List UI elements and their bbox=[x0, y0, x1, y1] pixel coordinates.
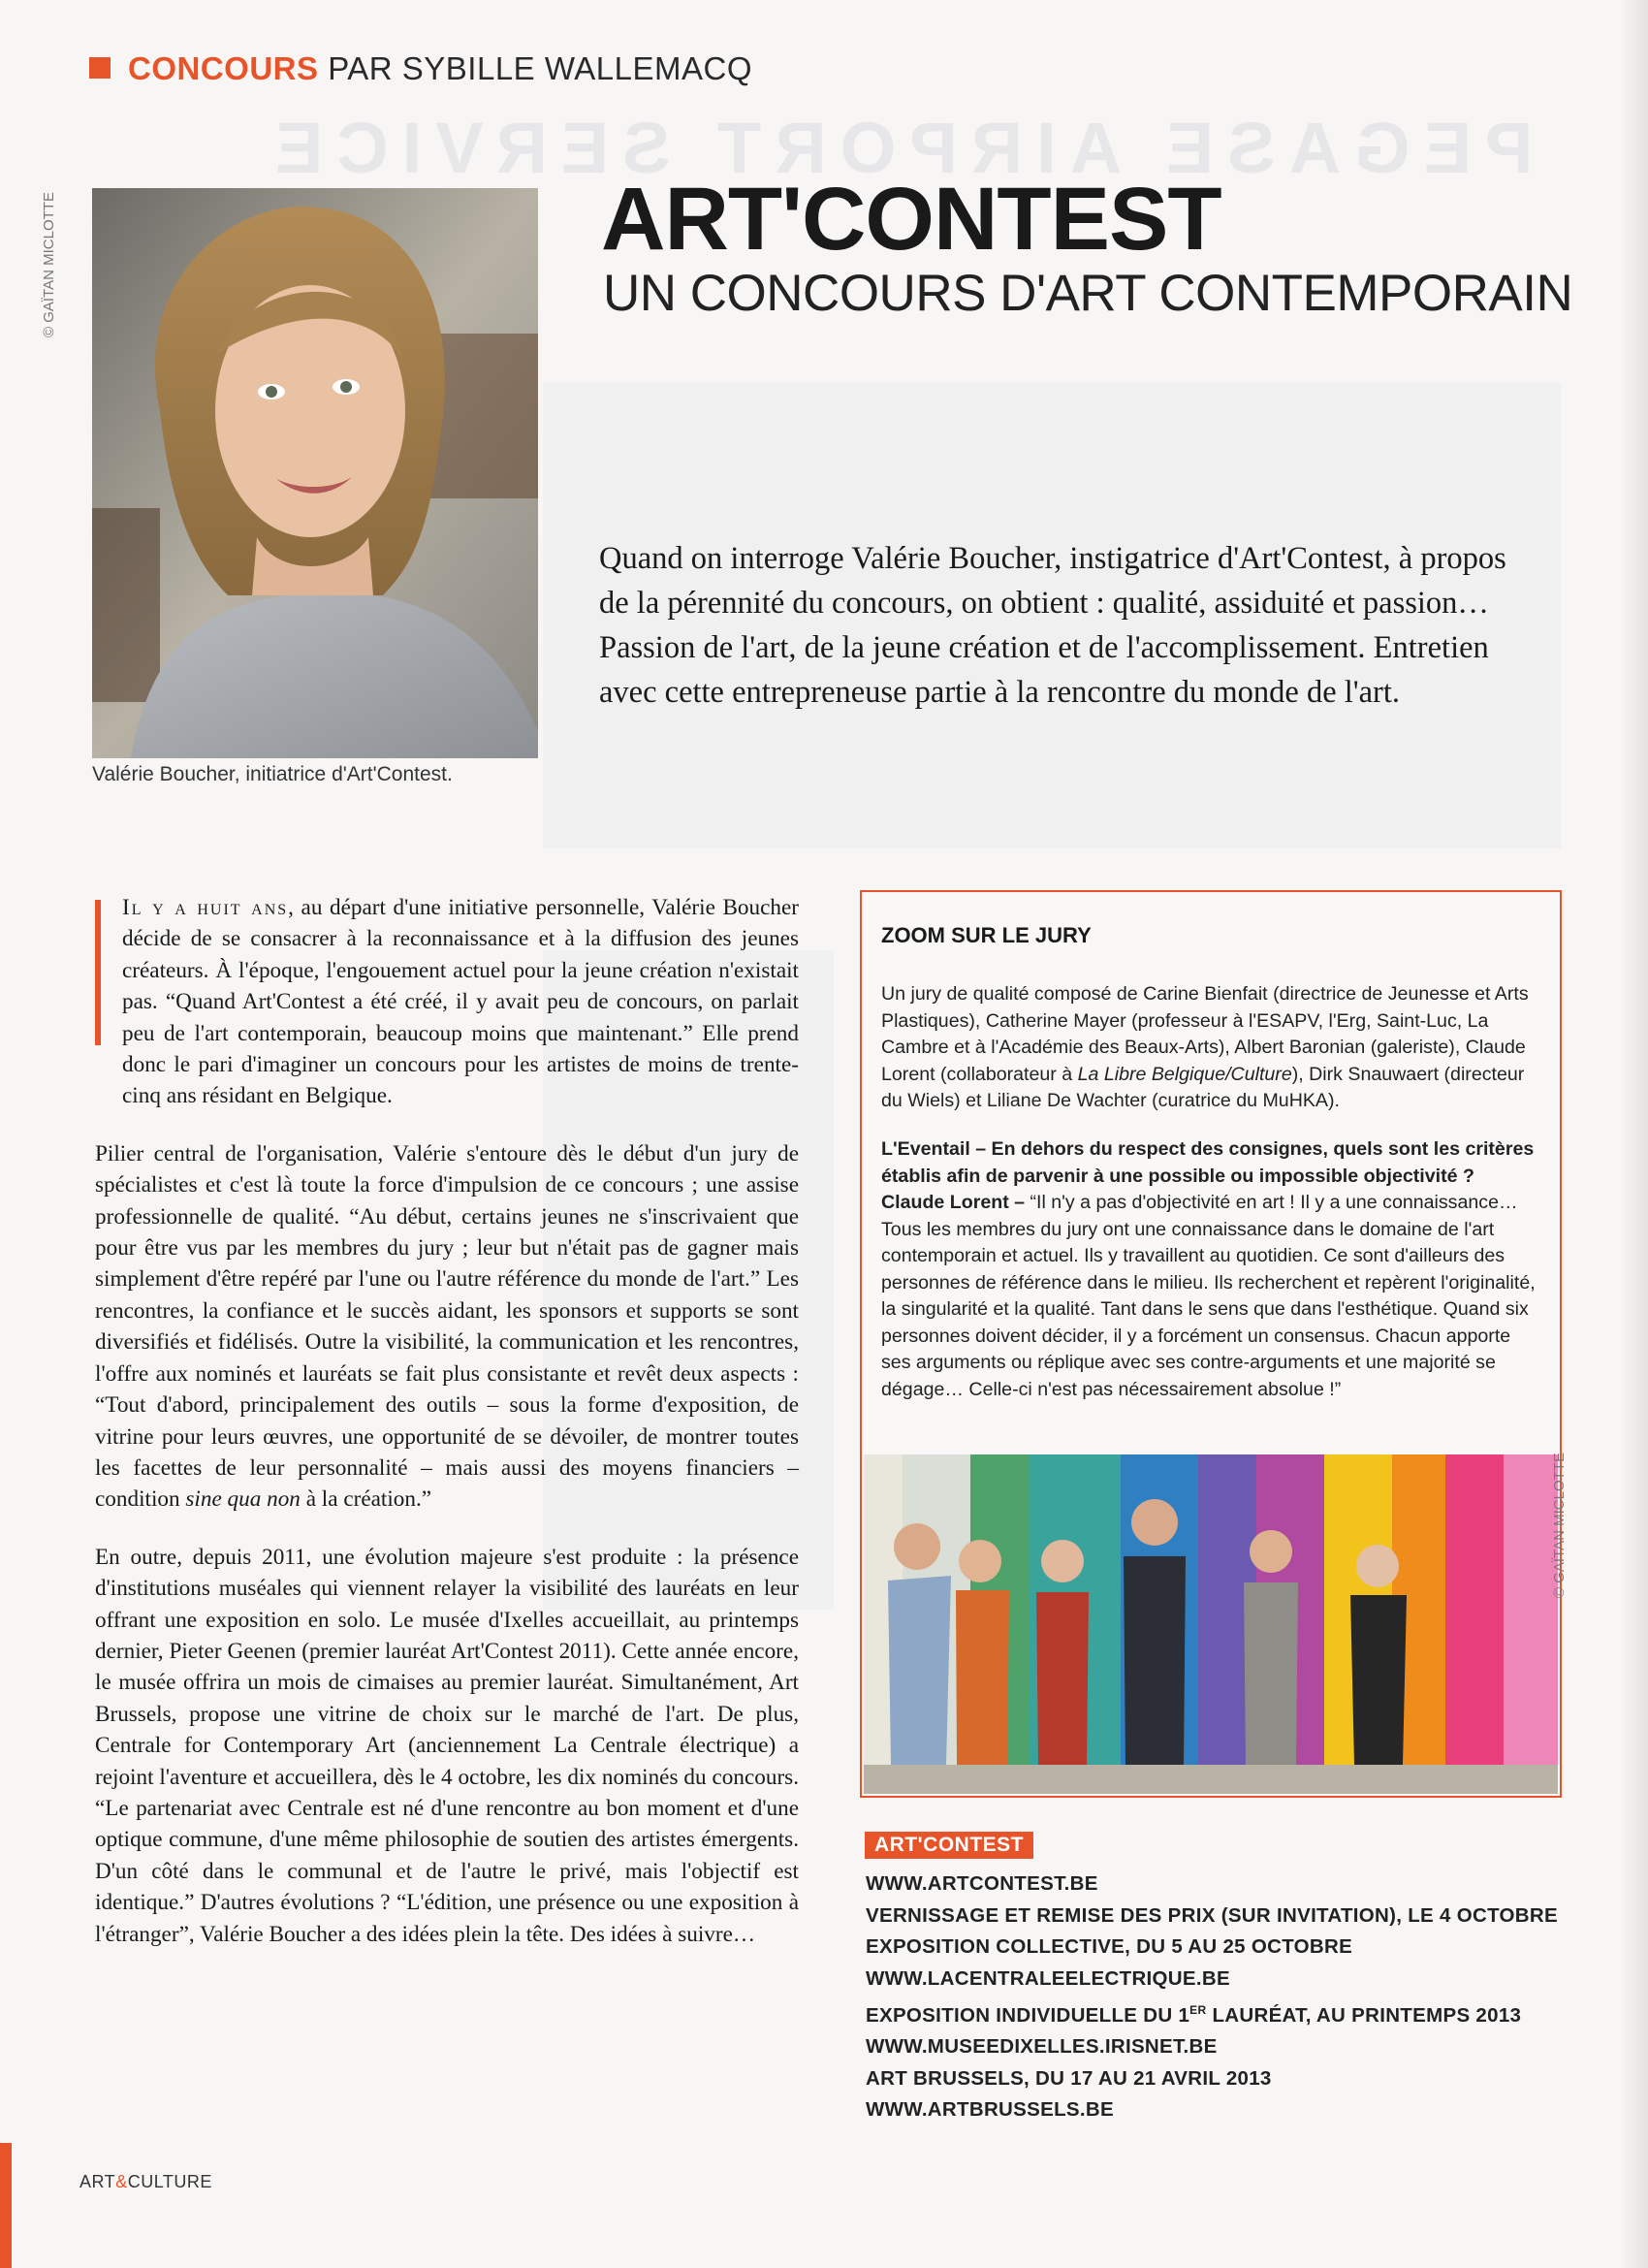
info-link: WWW.ARTCONTEST.BE bbox=[866, 1872, 1098, 1895]
paragraph-italic: sine qua non bbox=[185, 1486, 301, 1513]
bleed-through-text: PEGASE AIRPORT SERVICE bbox=[262, 108, 1534, 188]
interview-answer-text: “Il n'y a pas d'objectivité en art ! Il y a une connaissance… Tous les membres du jury ont une connaissance dans le domaine de l'art contemporain et actuel. Ils y travaillent au quotidien. Ce sont d'ailleurs des personnes de référence dans le milieu. Ils recherchent et repèrent l'originalité, la singularité et la qualité. Tant dans le sens que dans l'esthétique. Quand six personnes doivent décider, il y a forcément un consensus. Chacun apporte ses arguments ou réplique avec ses contre-arguments et une majorité se dégage… Celle-ci n'est pas nécessairement absolue !” bbox=[881, 1192, 1536, 1400]
paragraph-text: , au départ d'une initiative personnelle, Valérie Boucher décide de se consacrer à la reconnaissance et à la diffusion des jeunes créateurs. À l'époque, l'engouement actuel pour la jeune création n'existait pas. “Quand Art'Contest a été créé, il y avait peu de concours, on parlait peu de l'art contemporain, beaucoup moins que maintenant.” Elle prend donc le pari d'imaginer un concours pour les artistes de moins de trente-cinq ans résidant en Belgique. bbox=[122, 895, 799, 1109]
portrait-photo-credit: © GAÏTAN MICLOTTE bbox=[41, 192, 57, 337]
page-edge-bar bbox=[0, 2143, 12, 2268]
info-line: EXPOSITION COLLECTIVE, DU 5 AU 25 OCTOBRE bbox=[866, 1935, 1353, 1958]
info-link: WWW.MUSEEDIXELLES.IRISNET.BE bbox=[866, 2035, 1218, 2059]
info-superscript: ER bbox=[1189, 2003, 1207, 2017]
group-photo-credit: © GAÏTAN MICLOTTE bbox=[1551, 1453, 1568, 1598]
jury-sidebar-box bbox=[860, 890, 1562, 1798]
article-subtitle: UN CONCOURS D'ART CONTEMPORAIN bbox=[603, 265, 1573, 322]
page-gutter-shadow bbox=[1619, 0, 1648, 2268]
info-link: WWW.ARTBRUSSELS.BE bbox=[866, 2098, 1114, 2122]
article-intro: Quand on interroge Valérie Boucher, instigatrice d'Art'Contest, à propos de la pérennité du concours, on obtient : qualité, assiduité et passion… Passion de l'art, de la jeune création et de l'accomplissement. Entretien avec cette entrepreneuse partie à la rencontre du monde de l'art. bbox=[599, 541, 1506, 710]
info-link: WWW.LACENTRALEELECTRIQUE.BE bbox=[866, 1966, 1230, 1990]
section-marker-square bbox=[89, 57, 111, 79]
drop-cap-bar bbox=[95, 900, 101, 1045]
footer-text: CULTURE bbox=[127, 2172, 212, 2191]
info-lines bbox=[866, 1869, 1558, 2126]
jury-description bbox=[881, 981, 1540, 1115]
portrait-photo bbox=[92, 188, 538, 758]
paragraph-text: à la création.” bbox=[300, 1486, 432, 1513]
info-text: LAURÉAT, AU PRINTEMPS 2013 bbox=[1206, 2003, 1522, 2027]
interview-question: L'Eventail – En dehors du respect des consignes, quels sont les critères établis afin de parvenir à une possible ou impossible objectivité ? bbox=[881, 1138, 1535, 1187]
interview-answer bbox=[881, 1190, 1542, 1403]
jury-box-title: ZOOM SUR LE JURY bbox=[881, 923, 1092, 947]
lead-in: Il y a huit ans bbox=[122, 895, 289, 920]
info-line: ART BRUSSELS, DU 17 AU 21 AVRIL 2013 bbox=[866, 2066, 1272, 2090]
portrait-caption: Valérie Boucher, initiatrice d'Art'Contest. bbox=[92, 763, 453, 785]
article-body bbox=[95, 892, 799, 1976]
jury-text: ), Dirk Snauwaert (directeur du Wiels) et Liliane De Wachter (curatrice du MuHKA). bbox=[881, 1063, 1525, 1111]
section-header bbox=[89, 50, 752, 87]
footer-ampersand: & bbox=[115, 2172, 128, 2191]
jury-group-photo bbox=[864, 1454, 1558, 1794]
info-line bbox=[866, 1995, 1558, 2031]
section-name: CONCOURS bbox=[128, 50, 319, 86]
info-tag: ART'CONTEST bbox=[865, 1832, 1033, 1859]
jury-interview bbox=[881, 1136, 1542, 1403]
jury-text-italic: La Libre Belgique/Culture bbox=[1077, 1063, 1292, 1085]
footer-section-label bbox=[79, 2172, 212, 2192]
body-paragraph bbox=[95, 892, 799, 1112]
info-line: VERNISSAGE ET REMISE DES PRIX (SUR INVITATION), LE 4 OCTOBRE bbox=[866, 1903, 1558, 1927]
byline: PAR SYBILLE WALLEMACQ bbox=[328, 50, 752, 86]
info-text: EXPOSITION INDIVIDUELLE DU 1 bbox=[866, 2003, 1190, 2027]
jury-text: Un jury de qualité composé de Carine Bienfait (directrice de Jeunesse et Arts Plastiques), Catherine Mayer (professeur à l'ESAPV, l'Erg, Saint-Luc, La Cambre et à l'Académie des Beaux-Arts), Albert Baronian (galeriste), Claude Lorent (collaborateur à bbox=[881, 983, 1529, 1085]
paragraph-text: Pilier central de l'organisation, Valérie s'entoure dès le début d'un jury de spécialistes et c'est là toute la force d'impulsion de ce concours ; une assise professionnelle de qualité. “Au début, certains jeunes ne s'inscrivaient que pour être vus par les membres du jury ; leur but n'était pas de gagner mais simplement d'être repéré par l'une ou l'autre référence du monde de l'art.” Les rencontres, la confiance et le succès aidant, les sponsors et supports se sont diversifiés et fidélisés. Outre la visibilité, la communication et les rencontres, l'offre aux nominés et lauréats se fait plus consistante et revêt deux aspects : “Tout d'abord, principalement des outils – sous la forme d'exposition, de vitrine pour leurs œuvres, une opportunité de se dévoiler, de montrer toutes les facettes de leur personnalité – mais aussi des moyens financiers – condition bbox=[95, 1140, 799, 1513]
article-title: ART'CONTEST bbox=[601, 170, 1221, 269]
footer-text: ART bbox=[79, 2172, 116, 2191]
interview-speaker: Claude Lorent – bbox=[881, 1192, 1026, 1213]
body-paragraph: En outre, depuis 2011, une évolution majeure s'est produite : la présence d'institutions muséales qui viennent relayer la visibilité des lauréats en leur offrant une exposition en solo. Le musée d'Ixelles accueillait, au printemps dernier, Pieter Geenen (premier lauréat Art'Contest 2011). Cette année encore, le musée offrira un mois de cimaises au premier lauréat. Simultanément, Art Brussels, propose une vitrine de choix sur le marché de l'art. De plus, Centrale for Contemporary Art (anciennement La Centrale électrique) a rejoint l'aventure et accueillera, dès le 4 octobre, les dix nominés du concours. “Le partenariat avec Centrale est né d'une rencontre au bon moment et d'une optique commune, d'une même philosophie de soutien des artistes émergents. D'un côté dans le communal et de l'autre le privé, mais l'objectif est identique.” D'autres évolutions ? “L'édition, une présence ou une exposition à l'étranger”, Valérie Boucher a des idées plein la tête. Des idées à suivre… bbox=[95, 1544, 799, 1947]
body-paragraph bbox=[95, 1138, 799, 1516]
